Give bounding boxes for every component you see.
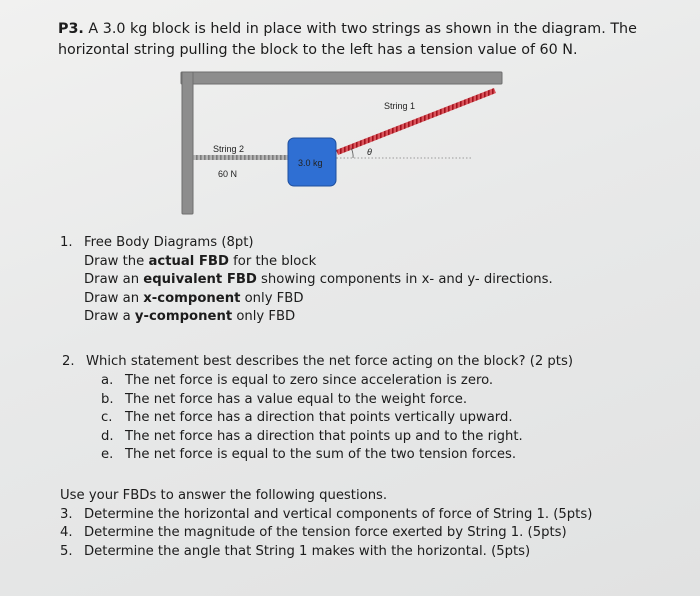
block-label: 3.0 kg xyxy=(298,158,323,168)
option-b[interactable]: b. The net force has a value equal to the weight force. xyxy=(101,391,468,407)
angle-label: θ xyxy=(367,147,372,157)
question-2-options xyxy=(101,372,523,465)
question-1-line-y: Draw a y-component only FBD xyxy=(84,309,296,324)
string-2 xyxy=(193,155,290,160)
follow-up-intro: Use your FBDs to answer the following questions. xyxy=(60,488,388,503)
string-2-label: String 2 xyxy=(213,144,245,154)
option-c[interactable]: c. The net force has a direction that points vertically upward. xyxy=(101,410,513,426)
angle-arc xyxy=(351,148,353,158)
question-1-line-actual: Draw the actual FBD for the block xyxy=(84,253,317,269)
question-1-line-x: Draw an x-component only FBD xyxy=(84,290,304,306)
question-5: 5. Determine the angle that String 1 makes with the horizontal. (5pts) xyxy=(60,543,531,559)
follow-up-questions xyxy=(60,487,592,561)
question-1 xyxy=(60,234,553,327)
option-e[interactable]: e. The net force is equal to the sum of the two tension forces. xyxy=(101,447,517,463)
question-1-item xyxy=(60,234,553,327)
question-3: 3. Determine the horizontal and vertical components of force of String 1. (5pts) xyxy=(60,506,593,522)
option-a[interactable]: a. The net force is equal to zero since acceleration is zero. xyxy=(101,373,494,388)
question-2-item xyxy=(62,353,573,372)
question-2-number: 2. xyxy=(62,354,75,369)
question-2-text: Which statement best describes the net force acting on the block? (2 pts) xyxy=(86,354,573,369)
string-1-label: String 1 xyxy=(384,101,416,111)
question-2 xyxy=(62,353,573,372)
question-1-title: Free Body Diagrams (8pt) xyxy=(84,235,254,250)
ceiling-beam xyxy=(181,72,502,84)
problem-label: P3. xyxy=(58,21,84,37)
problem-text: A 3.0 kg block is held in place with two strings as shown in the diagram. The horizontal string pulling the block to the left has a tension value of 60 N. xyxy=(58,21,637,58)
question-1-line-equivalent: Draw an equivalent FBD showing components in x- and y- directions. xyxy=(84,272,553,287)
question-4: 4. Determine the magnitude of the tension force exerted by String 1. (5pts) xyxy=(60,525,567,541)
tension-label: 60 N xyxy=(218,169,238,179)
option-d[interactable]: d. The net force has a direction that points up and to the right. xyxy=(101,428,523,444)
question-1-number: 1. xyxy=(60,235,73,250)
string-1 xyxy=(336,88,496,155)
left-wall xyxy=(182,72,193,214)
